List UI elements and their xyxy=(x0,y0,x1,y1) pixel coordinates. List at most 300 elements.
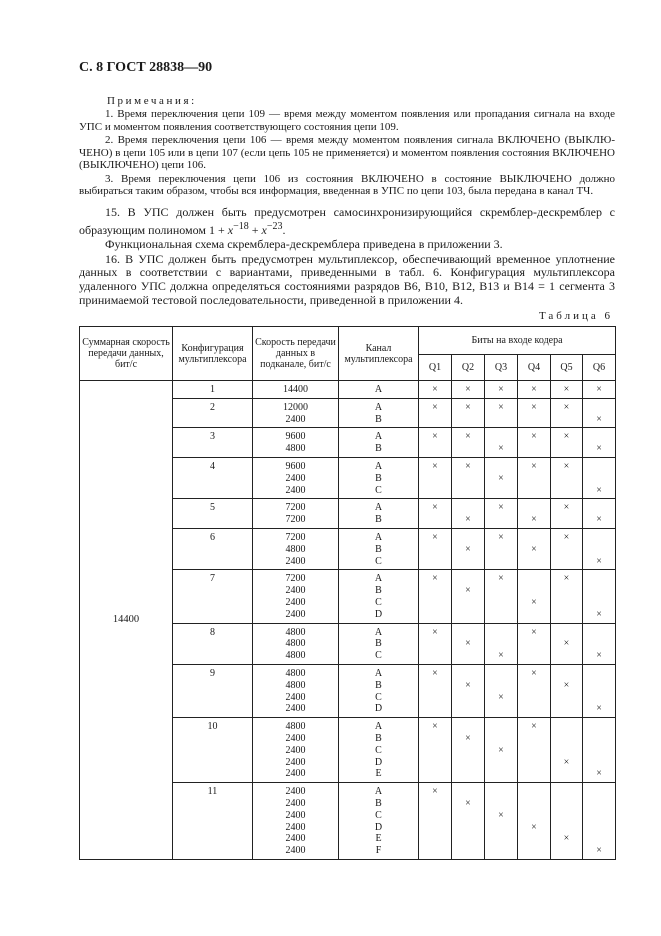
channel-cell-line: D xyxy=(374,703,383,715)
q1-cell-line xyxy=(419,692,451,704)
speed-cell-line: 4800 xyxy=(285,638,306,650)
speed-cell-line: 7200 xyxy=(285,514,306,526)
q2-cell-line: × xyxy=(465,732,471,744)
q3-cell-line: × xyxy=(498,502,504,514)
q2-cell-line xyxy=(452,768,484,780)
q5-cell-line xyxy=(551,597,582,609)
speed-cell-line: 2400 xyxy=(285,596,306,608)
speed-cell-line: 2400 xyxy=(285,413,306,425)
q5-cell-line xyxy=(551,845,582,857)
q5-cell-line xyxy=(551,609,582,621)
q3-cell-line xyxy=(485,768,517,780)
q4-cell-line xyxy=(518,573,550,585)
q4-cell xyxy=(518,381,551,399)
q5-cell-line xyxy=(551,721,582,733)
speed-cell-line: 7200 xyxy=(285,531,306,543)
q5-cell-line: × xyxy=(563,431,570,443)
paragraph-15: 15. В УПС должен быть предусмотрен самосинхронизирующийся скремблер-дескремблер с образующим полиномом $1 + x^{-18} + x^{-23}$. xyxy=(79,205,615,237)
channel-cell-line: B xyxy=(375,638,382,650)
q3-cell xyxy=(485,381,518,399)
q3-cell xyxy=(485,528,518,569)
speed-cell-line: 2400 xyxy=(285,691,306,703)
channel-cell-line: B xyxy=(375,443,382,455)
q1-cell xyxy=(419,664,452,717)
q6-cell-line xyxy=(583,668,615,680)
q5-cell-line xyxy=(551,544,582,556)
speed-cell-line: 2400 xyxy=(285,768,306,780)
q4-cell-line xyxy=(518,768,550,780)
q4-cell-line xyxy=(518,833,550,845)
channel-cell xyxy=(339,428,419,458)
channel-cell-line: A xyxy=(374,384,383,395)
q1-cell-line xyxy=(419,609,451,621)
q3-cell-line xyxy=(485,556,517,568)
q2-cell-line xyxy=(452,703,484,715)
q3-cell-line: × xyxy=(498,573,504,585)
q5-cell xyxy=(551,428,583,458)
q2-cell-line xyxy=(452,650,484,662)
q4-cell-line xyxy=(518,786,550,798)
q2-cell-line: × xyxy=(465,543,471,555)
q3-cell-line xyxy=(485,609,517,621)
q1-cell xyxy=(419,381,452,399)
q3-cell-line: × xyxy=(498,401,504,413)
q1-cell xyxy=(419,783,452,860)
q2-cell-line: × xyxy=(465,585,471,597)
speed-cell xyxy=(253,528,339,569)
header-q2: Q2 xyxy=(452,355,485,381)
q5-cell-line xyxy=(551,650,582,662)
q4-cell-line: × xyxy=(531,821,537,833)
speed-cell-line: 2400 xyxy=(285,472,306,484)
q3-cell-line xyxy=(485,514,517,526)
q2-cell-line xyxy=(452,473,484,485)
q1-cell-line: × xyxy=(432,573,438,585)
channel-cell xyxy=(339,398,419,428)
q1-cell-line: × xyxy=(432,384,438,395)
q4-cell-line xyxy=(518,585,550,597)
config-cell: 7 xyxy=(173,570,253,623)
q4-cell-line xyxy=(518,680,550,692)
q2-cell-line xyxy=(452,573,484,585)
q5-cell-line: × xyxy=(563,531,570,543)
speed-cell-line: 2400 xyxy=(285,744,306,756)
q6-cell-line xyxy=(583,733,615,745)
q5-cell xyxy=(551,570,583,623)
q4-cell-line xyxy=(518,650,550,662)
channel-cell-line: C xyxy=(375,555,382,567)
q3-cell-line xyxy=(485,798,517,810)
q6-cell-line xyxy=(583,544,615,556)
header-q1: Q1 xyxy=(419,355,452,381)
q1-cell-line xyxy=(419,703,451,715)
q3-cell-line xyxy=(485,680,517,692)
q2-cell-line xyxy=(452,627,484,639)
q2-cell-line xyxy=(452,485,484,497)
q4-cell-line xyxy=(518,502,550,514)
q3-cell xyxy=(485,499,518,529)
q5-cell-line xyxy=(551,556,582,568)
speed-cell-line: 12000 xyxy=(283,401,308,413)
q6-cell xyxy=(583,381,616,399)
q5-cell-line: × xyxy=(563,679,570,691)
q3-cell-line xyxy=(485,703,517,715)
q4-cell-line xyxy=(518,532,550,544)
q1-cell xyxy=(419,718,452,783)
q5-cell xyxy=(551,381,583,399)
q6-cell xyxy=(583,528,616,569)
header-config: Конфигурация мультиплексора xyxy=(173,327,253,381)
notes-block xyxy=(79,108,615,199)
q6-cell-line xyxy=(583,798,615,810)
notes-title: Примечания: xyxy=(107,95,197,107)
multiplexer-table xyxy=(79,326,616,860)
q3-cell xyxy=(485,570,518,623)
q3-cell xyxy=(485,664,518,717)
speed-cell xyxy=(253,718,339,783)
q3-cell-line xyxy=(485,431,517,443)
q5-cell-line: × xyxy=(563,833,570,845)
config-cell: 9 xyxy=(173,664,253,717)
q4-cell xyxy=(518,718,551,783)
q2-cell xyxy=(452,783,485,860)
q6-cell xyxy=(583,664,616,717)
q6-cell-line: × xyxy=(596,768,602,780)
channel-cell xyxy=(339,783,419,860)
q3-cell-line xyxy=(485,627,517,639)
q5-cell xyxy=(551,623,583,664)
q3-cell-line xyxy=(485,668,517,680)
speed-cell xyxy=(253,381,339,399)
q2-cell-line xyxy=(452,597,484,609)
q5-cell-line: × xyxy=(563,460,570,472)
q3-cell xyxy=(485,398,518,428)
speed-cell-line: 2400 xyxy=(285,756,306,768)
q2-cell xyxy=(452,664,485,717)
q6-cell xyxy=(583,499,616,529)
q3-cell-line xyxy=(485,585,517,597)
q4-cell-line xyxy=(518,692,550,704)
q2-cell xyxy=(452,528,485,569)
paragraph-15-scheme: Функциональная схема скремблера-дескремблера приведена в приложении 3. xyxy=(105,237,503,252)
q5-cell-line xyxy=(551,798,582,810)
speed-cell xyxy=(253,398,339,428)
q6-cell-line: × xyxy=(596,443,602,455)
q6-cell-line xyxy=(583,638,615,650)
q5-cell-line: × xyxy=(563,573,570,585)
header-q6: Q6 xyxy=(583,355,616,381)
channel-cell-line: B xyxy=(375,413,382,425)
q6-cell-line xyxy=(583,502,615,514)
speed-cell xyxy=(253,783,339,860)
q1-cell-line xyxy=(419,514,451,526)
q5-cell-line xyxy=(551,443,582,455)
q5-cell-line xyxy=(551,668,582,680)
q6-cell-line xyxy=(583,757,615,769)
q1-cell-line xyxy=(419,638,451,650)
speed-cell-line: 2400 xyxy=(285,797,306,809)
channel-cell-line: C xyxy=(375,596,382,608)
q6-cell-line xyxy=(583,627,615,639)
q6-cell-line xyxy=(583,680,615,692)
q4-cell-line xyxy=(518,745,550,757)
q6-cell-line xyxy=(583,573,615,585)
q2-cell xyxy=(452,499,485,529)
q2-cell-line xyxy=(452,443,484,455)
q1-cell-line xyxy=(419,443,451,455)
speed-cell-line: 9600 xyxy=(285,460,306,472)
total-speed-cell: 14400 xyxy=(80,381,173,860)
q3-cell-line xyxy=(485,733,517,745)
q6-cell-line xyxy=(583,431,615,443)
speed-cell-line: 2400 xyxy=(285,585,306,597)
q6-cell xyxy=(583,457,616,498)
speed-cell-line: 4800 xyxy=(285,443,306,455)
speed-cell-line: 2400 xyxy=(285,809,306,821)
q5-cell xyxy=(551,457,583,498)
q3-cell-line xyxy=(485,414,517,426)
q5-cell-line xyxy=(551,627,582,639)
note-2: 2. Время переключения цепи 106 — время между моментом появления сигнала ВКЛЮЧЕНО (ВЫКЛЮЧЕНО) в цепи 105 или в цепи 107 (если цепь 105 не применяется) и моментом появления состояния ВКЛЮЧЕНО (ВЫКЛЮЧЕНО) цепи 106. xyxy=(79,134,615,171)
q2-cell-line: × xyxy=(465,384,471,395)
q1-cell xyxy=(419,623,452,664)
q5-cell-line: × xyxy=(563,502,570,514)
q4-cell-line xyxy=(518,845,550,857)
speed-cell-line: 2400 xyxy=(285,845,306,857)
q1-cell-line xyxy=(419,485,451,497)
q1-cell xyxy=(419,570,452,623)
q5-cell xyxy=(551,718,583,783)
q6-cell-line xyxy=(583,402,615,414)
q2-cell-line xyxy=(452,845,484,857)
q4-cell-line xyxy=(518,798,550,810)
q1-cell-line xyxy=(419,822,451,834)
q5-cell-line xyxy=(551,822,582,834)
config-cell: 6 xyxy=(173,528,253,569)
q1-cell-line: × xyxy=(432,667,438,679)
header-channel: Канал мультиплексора xyxy=(339,327,419,381)
q4-cell xyxy=(518,428,551,458)
channel-cell-line: D xyxy=(374,608,383,620)
speed-cell-line: 4800 xyxy=(285,650,306,662)
q2-cell-line: × xyxy=(465,679,471,691)
channel-cell-line: C xyxy=(375,744,382,756)
channel-cell-line: A xyxy=(374,786,383,798)
channel-cell-line: F xyxy=(375,845,382,857)
q3-cell-line xyxy=(485,757,517,769)
q5-cell xyxy=(551,528,583,569)
q6-cell-line: × xyxy=(596,413,602,425)
q5-cell-line xyxy=(551,585,582,597)
speed-cell-line: 9600 xyxy=(285,431,306,443)
q1-cell-line xyxy=(419,757,451,769)
q1-cell-line xyxy=(419,473,451,485)
q3-cell-line xyxy=(485,822,517,834)
header-q4: Q4 xyxy=(518,355,551,381)
speed-cell-line: 4800 xyxy=(285,679,306,691)
channel-cell xyxy=(339,623,419,664)
q4-cell xyxy=(518,528,551,569)
q1-cell-line: × xyxy=(432,626,438,638)
q4-cell-line xyxy=(518,810,550,822)
q2-cell-line xyxy=(452,810,484,822)
channel-cell xyxy=(339,499,419,529)
header-q5: Q5 xyxy=(551,355,583,381)
note-3: 3. Время переключения цепи 106 из состояния ВКЛЮЧЕНО в состояние ВЫКЛЮЧЕНО должно выбираться таким образом, чтобы вся информация, введенная в УПС по цепи 103, была передана в канал ТЧ. xyxy=(79,172,615,197)
q3-cell xyxy=(485,623,518,664)
config-cell: 3 xyxy=(173,428,253,458)
q6-cell-line xyxy=(583,692,615,704)
q3-cell-line: × xyxy=(498,809,504,821)
q5-cell-line: × xyxy=(563,756,570,768)
q3-cell-line: × xyxy=(498,472,504,484)
q2-cell-line: × xyxy=(465,638,471,650)
q1-cell xyxy=(419,499,452,529)
channel-cell-line: E xyxy=(375,768,382,780)
main-text xyxy=(79,206,615,308)
q2-cell-line xyxy=(452,786,484,798)
channel-cell-line: B xyxy=(375,514,382,526)
speed-cell-line: 2400 xyxy=(285,608,306,620)
q1-cell-line xyxy=(419,745,451,757)
page-header: С. 8 ГОСТ 28838—90 xyxy=(79,60,213,75)
speed-cell-line: 2400 xyxy=(285,821,306,833)
q6-cell-line: × xyxy=(596,703,602,715)
q5-cell-line xyxy=(551,786,582,798)
q6-cell-line: × xyxy=(596,555,602,567)
q3-cell-line xyxy=(485,461,517,473)
q5-cell-line xyxy=(551,485,582,497)
speed-cell-line: 2400 xyxy=(285,732,306,744)
q1-cell-line xyxy=(419,597,451,609)
speed-cell-line: 2400 xyxy=(285,703,306,715)
header-total-speed: Суммарная скорость передачи данных, бит/с xyxy=(80,327,173,381)
q3-cell-line xyxy=(485,544,517,556)
channel-cell-line: C xyxy=(375,484,382,496)
q4-cell-line xyxy=(518,443,550,455)
channel-cell xyxy=(339,457,419,498)
q1-cell-line: × xyxy=(432,431,438,443)
q6-cell-line: × xyxy=(596,384,602,395)
q1-cell-line xyxy=(419,810,451,822)
q3-cell-line xyxy=(485,597,517,609)
q4-cell-line xyxy=(518,638,550,650)
q4-cell-line: × xyxy=(531,626,537,638)
q5-cell-line xyxy=(551,745,582,757)
q2-cell-line xyxy=(452,609,484,621)
q1-cell-line: × xyxy=(432,531,438,543)
q6-cell-line xyxy=(583,786,615,798)
q4-cell-line xyxy=(518,733,550,745)
q2-cell-line xyxy=(452,833,484,845)
q2-cell-line xyxy=(452,757,484,769)
q3-cell-line: × xyxy=(498,531,504,543)
q4-cell-line xyxy=(518,609,550,621)
config-cell: 10 xyxy=(173,718,253,783)
q4-cell xyxy=(518,623,551,664)
q1-cell-line xyxy=(419,414,451,426)
channel-cell-line: A xyxy=(374,626,383,638)
channel-cell-line: C xyxy=(375,809,382,821)
q5-cell-line xyxy=(551,733,582,745)
q1-cell-line: × xyxy=(432,786,438,798)
q6-cell-line xyxy=(583,745,615,757)
q4-cell xyxy=(518,783,551,860)
q1-cell-line xyxy=(419,556,451,568)
q3-cell xyxy=(485,783,518,860)
q1-cell xyxy=(419,428,452,458)
q4-cell-line xyxy=(518,703,550,715)
q2-cell-line xyxy=(452,556,484,568)
q2-cell-line: × xyxy=(465,460,471,472)
q4-cell xyxy=(518,499,551,529)
q6-cell-line xyxy=(583,833,615,845)
q3-cell-line: × xyxy=(498,744,504,756)
q6-cell xyxy=(583,398,616,428)
q1-cell-line: × xyxy=(432,502,438,514)
channel-cell-line: D xyxy=(374,756,383,768)
q3-cell-line xyxy=(485,485,517,497)
q2-cell xyxy=(452,457,485,498)
q4-cell-line xyxy=(518,757,550,769)
q6-cell-line: × xyxy=(596,608,602,620)
q4-cell-line: × xyxy=(531,514,537,526)
speed-cell-line: 2400 xyxy=(285,833,306,845)
config-cell: 5 xyxy=(173,499,253,529)
q6-cell-line: × xyxy=(596,484,602,496)
speed-cell-line: 4800 xyxy=(285,626,306,638)
q4-cell xyxy=(518,457,551,498)
speed-cell-line: 2400 xyxy=(285,786,306,798)
q3-cell-line: × xyxy=(498,443,504,455)
q1-cell-line: × xyxy=(432,460,438,472)
q6-cell-line xyxy=(583,810,615,822)
channel-cell-line: B xyxy=(375,585,382,597)
q5-cell xyxy=(551,783,583,860)
channel-cell xyxy=(339,528,419,569)
config-cell: 2 xyxy=(173,398,253,428)
q3-cell-line xyxy=(485,786,517,798)
q2-cell-line: × xyxy=(465,401,471,413)
speed-cell xyxy=(253,457,339,498)
speed-cell-line: 4800 xyxy=(285,543,306,555)
channel-cell-line: A xyxy=(374,431,383,443)
q5-cell-line xyxy=(551,473,582,485)
q5-cell-line: × xyxy=(563,384,570,395)
q3-cell-line xyxy=(485,638,517,650)
q4-cell xyxy=(518,398,551,428)
q1-cell-line xyxy=(419,845,451,857)
speed-cell-line: 4800 xyxy=(285,721,306,733)
q6-cell xyxy=(583,623,616,664)
q2-cell-line xyxy=(452,414,484,426)
q1-cell-line xyxy=(419,585,451,597)
q4-cell xyxy=(518,570,551,623)
q6-cell-line xyxy=(583,461,615,473)
channel-cell-line: D xyxy=(374,821,383,833)
speed-cell xyxy=(253,623,339,664)
q3-cell-line: × xyxy=(498,691,504,703)
q1-cell-line xyxy=(419,680,451,692)
q4-cell xyxy=(518,664,551,717)
q5-cell-line xyxy=(551,414,582,426)
q1-cell-line xyxy=(419,833,451,845)
q6-cell-line xyxy=(583,721,615,733)
q3-cell-line xyxy=(485,833,517,845)
channel-cell-line: B xyxy=(375,732,382,744)
speed-cell xyxy=(253,499,339,529)
note-1: 1. Время переключения цепи 109 — время между моментом появления или пропадания сигнала на входе УПС и моментом появления соответствующего состояния цепи 109. xyxy=(79,108,615,133)
